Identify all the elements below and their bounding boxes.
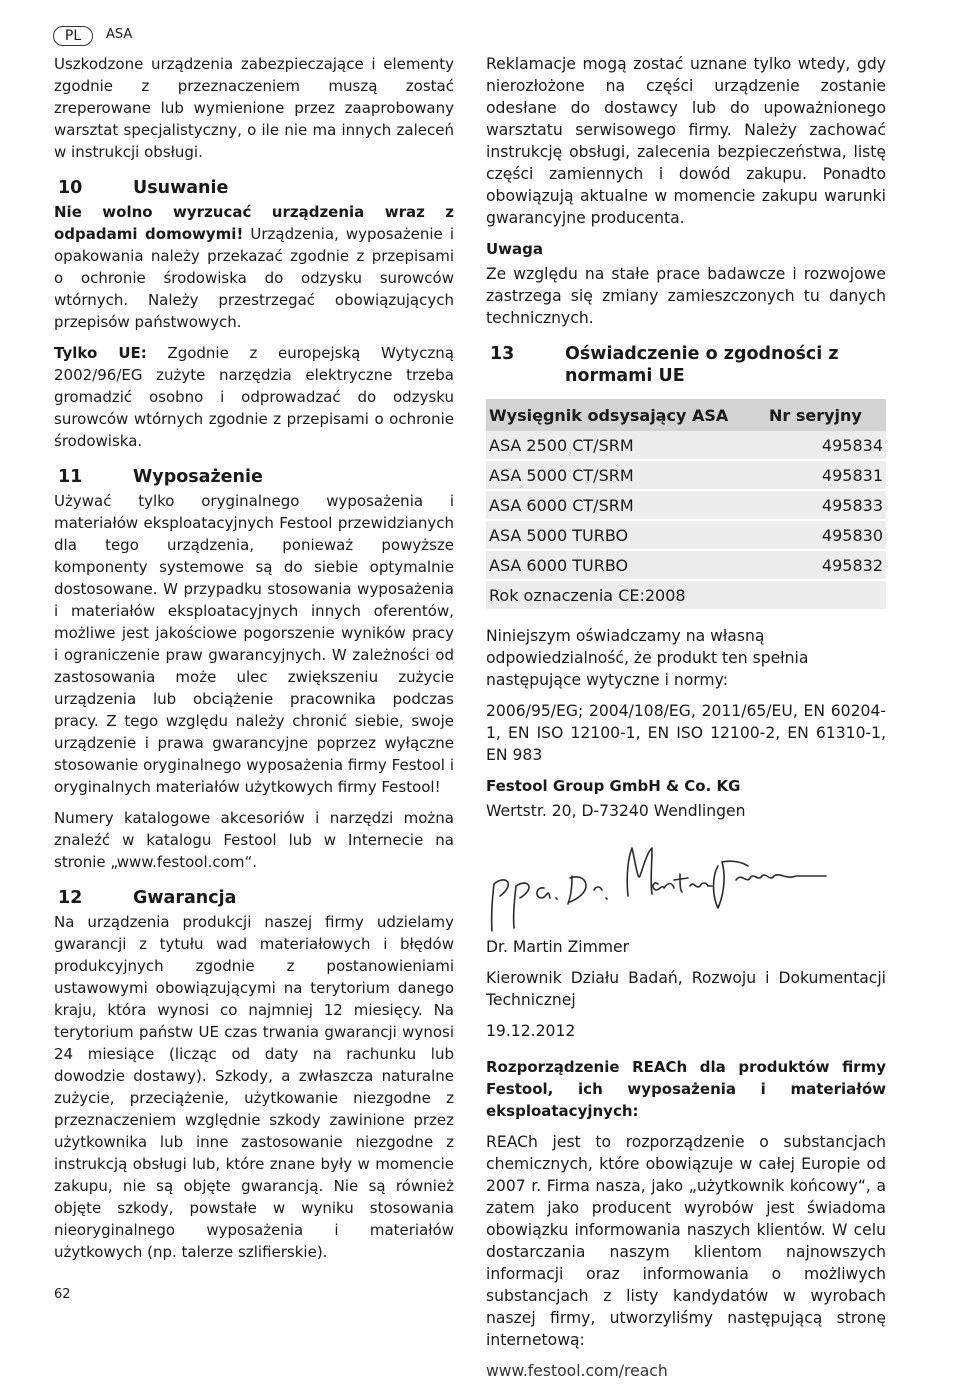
section-12-heading: [54, 887, 454, 909]
section-number: 12: [58, 888, 83, 908]
note-paragraph: Ze względu na stałe prace badawcze i rozwojowe zastrzega się zmiany zamieszczonych tu danych technicznych.: [486, 265, 886, 327]
serial-cell: 495833: [769, 490, 886, 520]
claims-paragraph: Reklamacje mogą zostać uznane tylko wtedy, gdy nierozłożone na części urządzenie zostanie odesłane do dostawcy lub do upoważnionego warsztatu serwisowego firmy. Należy zachować instrukcję obsługi, zalecenia bezpieczeństwa, listę części zamiennych i dowód zakupu. Ponadto obowiązują aktualne w momencie zakupu warunki gwarancyjne producenta.: [486, 55, 886, 227]
intro-paragraph: Uszkodzone urządzenia zabezpieczające i elementy zgodnie z przeznaczeniem muszą zostać zreperowane lub wymienione przez zaaprobowany warsztat specjalistyczny, o ile nie ma innych zaleceń w instrukcji obsługi.: [54, 55, 454, 161]
model-cell: ASA 5000 TURBO: [486, 520, 769, 550]
serial-cell: 495834: [769, 431, 886, 460]
declaration-paragraph: Niniejszym oświadczamy na własną odpowiedzialność, że produkt ten spełnia następujące wytyczne i normy:: [486, 627, 809, 689]
table-row: [486, 460, 886, 490]
right-column: [486, 53, 886, 1391]
warranty-paragraph: Na urządzenia produkcji naszej firmy udzielamy gwarancji z tytułu wad materiałowych i błędów produkcyjnych zgodnie z postanowieniami ustawowymi obowiązującymi na terytorium danego kraju, która wynosi co najmniej 12 miesięcy. Na terytorium państw UE czas trwania gwarancji wynosi 24 miesiące (licząc od daty na rachunku lub dowodzie dostawy). Szkody, a zwłaszcza naturalne zużycie, przeciążenie, użytkowanie niezgodne z przeznaczeniem względnie szkody zawinione przez użytkownika lub inne zastosowanie niezgodne z instrukcją obsługi lub, które znane były w momencie zakupu, nie są objęte gwarancją. Nie są również objęte szkody, powstałe w wyniku stosowania nieoryginalnego wyposażenia i materiałów użytkowych (np. talerze szlifierskie).: [54, 913, 454, 1261]
catalog-paragraph: Numery katalogowe akcesoriów i narzędzi można znaleźć w katalogu Festool lub w Internecie na stronie „www.festool.com“.: [54, 809, 454, 871]
signer-position: Kierownik Działu Badań, Rozwoju i Dokumentacji Technicznej: [486, 969, 886, 1009]
language-badge: PL: [53, 26, 93, 46]
signature-date: 19.12.2012: [486, 1022, 576, 1040]
eu-only-label: Tylko UE:: [54, 344, 147, 362]
table-row: [486, 490, 886, 520]
column-header-serial: Nr seryjny: [769, 399, 886, 431]
accessories-paragraph: Używać tylko oryginalnego wyposażenia i materiałów eksploatacyjnych Festool przewidzianych dla tego urządzenia, ponieważ powyższe komponenty systemowe są do siebie optymalnie dostosowane. W przypadku stosowania wyposażenia i materiałów eksploatacyjnych innych oferentów, możliwe jest jakościowe pogorszenie wyników pracy i ograniczenie praw gwarancyjnych. W zależności od zastosowania może ulec zwiększeniu zużycie urządzenia lub obciążenie pracownika podczas pracy. Z tego względu należy chronić siebie, swoje urządzenie i prawa gwarancyjne poprzez wyłączne stosowanie oryginalnego wyposażenia firmy Festool i oryginalnych materiałów użytkowych firmy Festool!: [54, 492, 454, 796]
table-row-ce: [486, 580, 886, 610]
section-title: Usuwanie: [133, 178, 229, 198]
reach-title: Rozporządzenie REACh dla produktów firmy Festool, ich wyposażenia i materiałów eksploatacyjnych:: [486, 1058, 886, 1120]
section-title: Gwarancja: [133, 888, 237, 908]
page-number: 62: [54, 1287, 71, 1302]
left-column: [54, 53, 454, 1272]
signature-image: [486, 836, 831, 936]
section-title: Wyposażenie: [133, 467, 263, 487]
table-header-row: [486, 399, 886, 431]
ce-year-cell: Rok oznaczenia CE:2008: [486, 580, 886, 610]
section-13-heading: [486, 343, 886, 387]
signer-name: Dr. Martin Zimmer: [486, 938, 630, 956]
table-row: [486, 520, 886, 550]
serial-cell: 495832: [769, 550, 886, 580]
disposal-warning: Nie wolno wyrzucać urządzenia wraz z odpadami domowymi!: [54, 203, 454, 243]
section-number: 11: [58, 467, 83, 487]
serial-cell: 495830: [769, 520, 886, 550]
section-number: 10: [58, 178, 83, 198]
reach-paragraph: REACh jest to rozporządzenie o substancjach chemicznych, które obowiązuje w całej Europie od 2007 r. Firma nasza, jako „użytkownik końcowy“, a zatem jako producent wyrobów jest świadoma obowiązku informowania naszych klientów. W celu dostarczania naszym klientom najnowszych informacji oraz informowania o możliwych substancjach z listy kandydatów w wyrobach naszej firmy, utworzyliśmy następującą stronę internetową:: [486, 1133, 886, 1349]
column-header-model: Wysięgnik odsysający ASA: [486, 399, 769, 431]
table-row: [486, 431, 886, 460]
serial-cell: 495831: [769, 460, 886, 490]
company-name: Festool Group GmbH & Co. KG: [486, 777, 741, 795]
section-title: Oświadczenie o zgodności z normami UE: [565, 344, 839, 386]
standards-paragraph: 2006/95/EG; 2004/108/EG, 2011/65/EU, EN 60204-1, EN ISO 12100-1, EN ISO 12100-2, EN 61310-1, EN 983: [486, 702, 886, 764]
section-10-heading: [54, 177, 454, 199]
model-cell: ASA 5000 CT/SRM: [486, 460, 769, 490]
company-address: Wertstr. 20, D-73240 Wendlingen: [486, 802, 746, 820]
note-label: Uwaga: [486, 240, 544, 258]
model-cell: ASA 6000 TURBO: [486, 550, 769, 580]
section-11-heading: [54, 466, 454, 488]
reach-link[interactable]: www.festool.com/reach: [486, 1362, 668, 1380]
section-number: 13: [490, 344, 515, 364]
model-cell: ASA 6000 CT/SRM: [486, 490, 769, 520]
conformity-table: [486, 399, 886, 611]
eu-only-paragraph: Tylko UE: Zgodnie z europejską Wytyczną 2002/96/EG zużyte narzędzia elektryczne trzeba gromadzić osobno i odprowadzać do odzysku surowców wtórnych zgodnie z przepisami o ochronie środowiska.: [54, 344, 454, 450]
model-cell: ASA 2500 CT/SRM: [486, 431, 769, 460]
disposal-paragraph: Nie wolno wyrzucać urządzenia wraz z odpadami domowymi! Urządzenia, wyposażenie i opakowania należy przekazać zgodnie z przepisami o ochronie środowiska do odzysku surowców wtórnych. Należy przestrzegać obowiązujących przepisów państwowych.: [54, 203, 455, 331]
table-row: [486, 550, 886, 580]
model-tag: ASA: [106, 27, 133, 42]
